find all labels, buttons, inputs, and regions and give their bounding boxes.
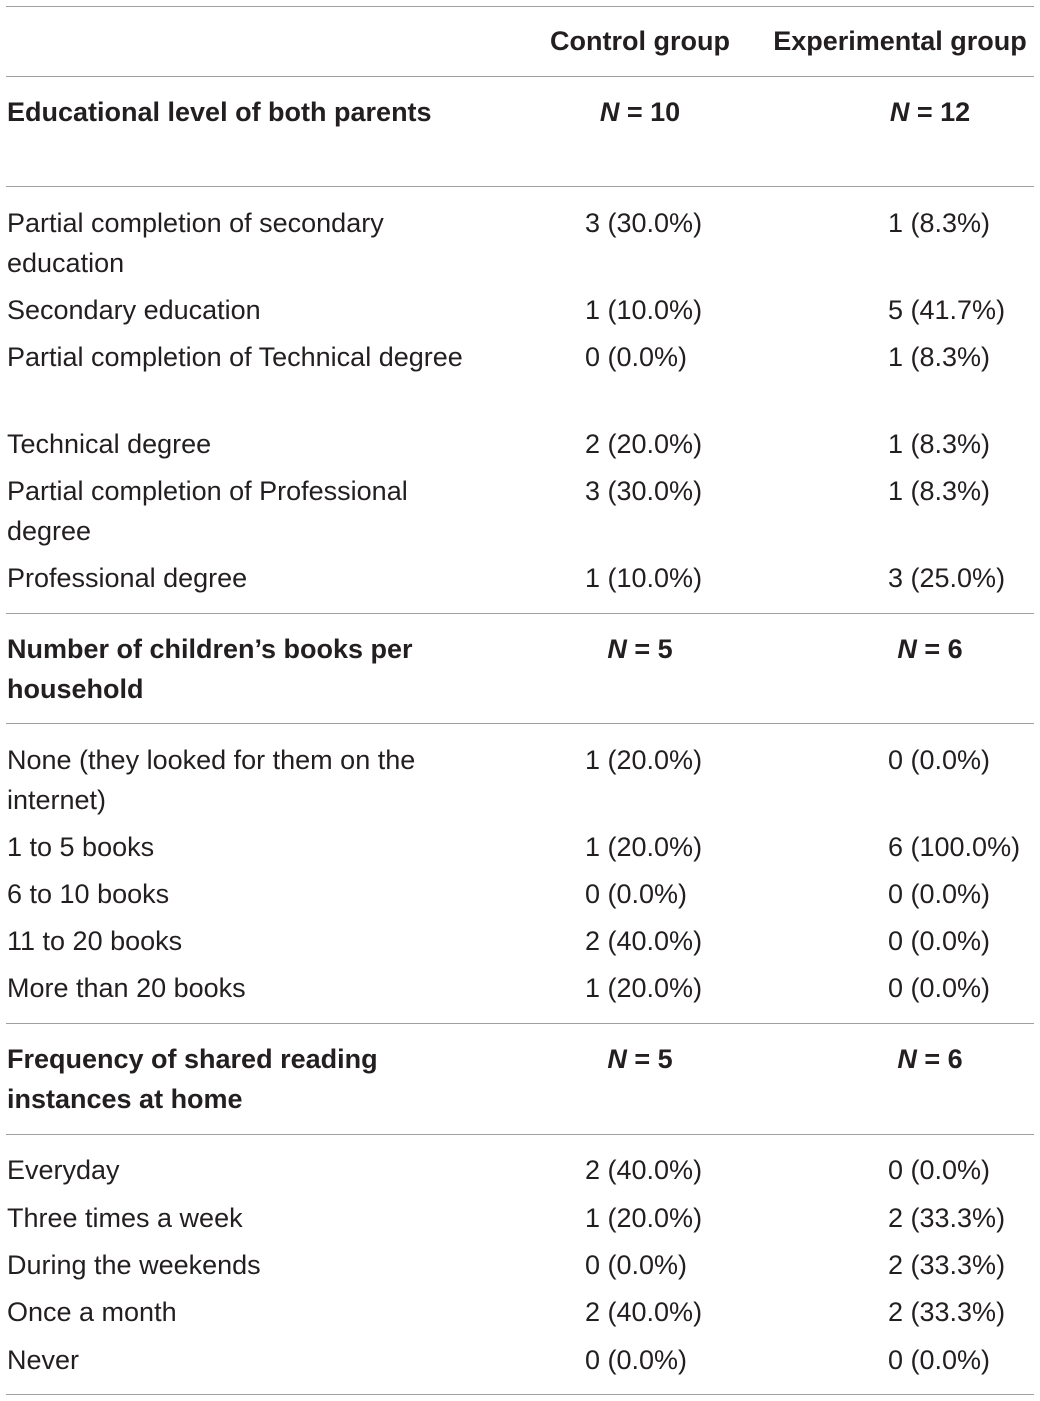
row-control-value: 3 (30.0%) <box>585 208 703 238</box>
n-equals: = <box>619 97 651 127</box>
row-experimental-value: 1 (8.3%) <box>888 342 991 372</box>
row-experimental-value: 5 (41.7%) <box>888 295 1006 325</box>
row-experimental-value: 0 (0.0%) <box>888 926 991 956</box>
section-n-control <box>500 1039 780 1079</box>
row-control-value: 0 (0.0%) <box>585 1250 688 1280</box>
row-experimental-value: 6 (100.0%) <box>888 832 1021 862</box>
row-control-value: 2 (40.0%) <box>585 1155 703 1185</box>
row-label: Secondary education <box>7 295 261 325</box>
row-control-value: 1 (20.0%) <box>585 745 703 775</box>
row-experimental-value: 2 (33.3%) <box>888 1203 1006 1233</box>
row-label: Professional degree <box>7 563 248 593</box>
n-value: 5 <box>657 634 673 664</box>
header-control-group: Control group <box>550 26 730 56</box>
row-label: 1 to 5 books <box>7 832 155 862</box>
row-experimental-value: 3 (25.0%) <box>888 563 1006 593</box>
section-n-control <box>500 92 780 132</box>
row-label: Partial completion of Technical degree <box>7 342 463 372</box>
row-label: Partial completion of secondary education <box>7 208 384 278</box>
section-n-experimental <box>790 92 1040 132</box>
row-experimental-value: 2 (33.3%) <box>888 1297 1006 1327</box>
row-control-value: 3 (30.0%) <box>585 476 703 506</box>
section-n-experimental <box>790 629 1040 669</box>
n-symbol: N <box>897 1044 917 1074</box>
n-symbol: N <box>889 97 910 127</box>
table-bottom-rule <box>6 1394 1034 1395</box>
row-control-value: 1 (10.0%) <box>585 295 703 325</box>
table-top-rule <box>6 6 1034 7</box>
row-control-value: 1 (20.0%) <box>585 973 703 1003</box>
n-symbol: N <box>607 1044 627 1074</box>
row-control-value: 0 (0.0%) <box>585 879 688 909</box>
row-experimental-value: 2 (33.3%) <box>888 1250 1006 1280</box>
section-rule <box>6 723 1034 724</box>
row-label: More than 20 books <box>7 973 246 1003</box>
row-control-value: 0 (0.0%) <box>585 1345 688 1375</box>
section-n-control <box>500 629 780 669</box>
n-equals: = <box>626 634 658 664</box>
row-experimental-value: 0 (0.0%) <box>888 973 991 1003</box>
row-label: Partial completion of Professional degree <box>7 476 408 546</box>
section-rule <box>6 613 1034 614</box>
row-label: Technical degree <box>7 429 212 459</box>
n-symbol: N <box>607 634 627 664</box>
row-experimental-value: 1 (8.3%) <box>888 429 991 459</box>
section-rule <box>6 1023 1034 1024</box>
section-title: Number of children’s books per household <box>7 634 413 704</box>
n-value: 12 <box>940 97 971 127</box>
row-control-value: 2 (40.0%) <box>585 1297 703 1327</box>
section-rule <box>6 1134 1034 1135</box>
row-control-value: 0 (0.0%) <box>585 342 688 372</box>
section-n-experimental <box>790 1039 1040 1079</box>
n-equals: = <box>626 1044 658 1074</box>
row-control-value: 1 (20.0%) <box>585 832 703 862</box>
row-label: Everyday <box>7 1155 120 1185</box>
n-value: 6 <box>947 1044 963 1074</box>
row-experimental-value: 1 (8.3%) <box>888 208 991 238</box>
section-title: Educational level of both parents <box>7 97 432 127</box>
row-control-value: 2 (20.0%) <box>585 429 703 459</box>
n-equals: = <box>916 634 948 664</box>
row-control-value: 1 (10.0%) <box>585 563 703 593</box>
n-symbol: N <box>599 97 620 127</box>
row-experimental-value: 0 (0.0%) <box>888 745 991 775</box>
header-rule <box>6 76 1034 77</box>
n-symbol: N <box>897 634 917 664</box>
n-value: 10 <box>650 97 681 127</box>
row-label: None (they looked for them on the internet) <box>7 745 416 815</box>
row-experimental-value: 1 (8.3%) <box>888 476 991 506</box>
n-equals: = <box>909 97 941 127</box>
section-rule <box>6 186 1034 187</box>
row-experimental-value: 0 (0.0%) <box>888 1345 991 1375</box>
row-label: Never <box>7 1345 80 1375</box>
row-experimental-value: 0 (0.0%) <box>888 879 991 909</box>
n-equals: = <box>916 1044 948 1074</box>
section-title: Frequency of shared reading instances at home <box>7 1044 378 1114</box>
header-experimental-group: Experimental group <box>773 26 1027 56</box>
row-control-value: 1 (20.0%) <box>585 1203 703 1233</box>
row-label: During the weekends <box>7 1250 261 1280</box>
row-label: 6 to 10 books <box>7 879 170 909</box>
row-control-value: 2 (40.0%) <box>585 926 703 956</box>
row-experimental-value: 0 (0.0%) <box>888 1155 991 1185</box>
n-value: 5 <box>657 1044 673 1074</box>
n-value: 6 <box>947 634 963 664</box>
row-label: Three times a week <box>7 1203 243 1233</box>
row-label: Once a month <box>7 1297 177 1327</box>
row-label: 11 to 20 books <box>7 926 183 956</box>
